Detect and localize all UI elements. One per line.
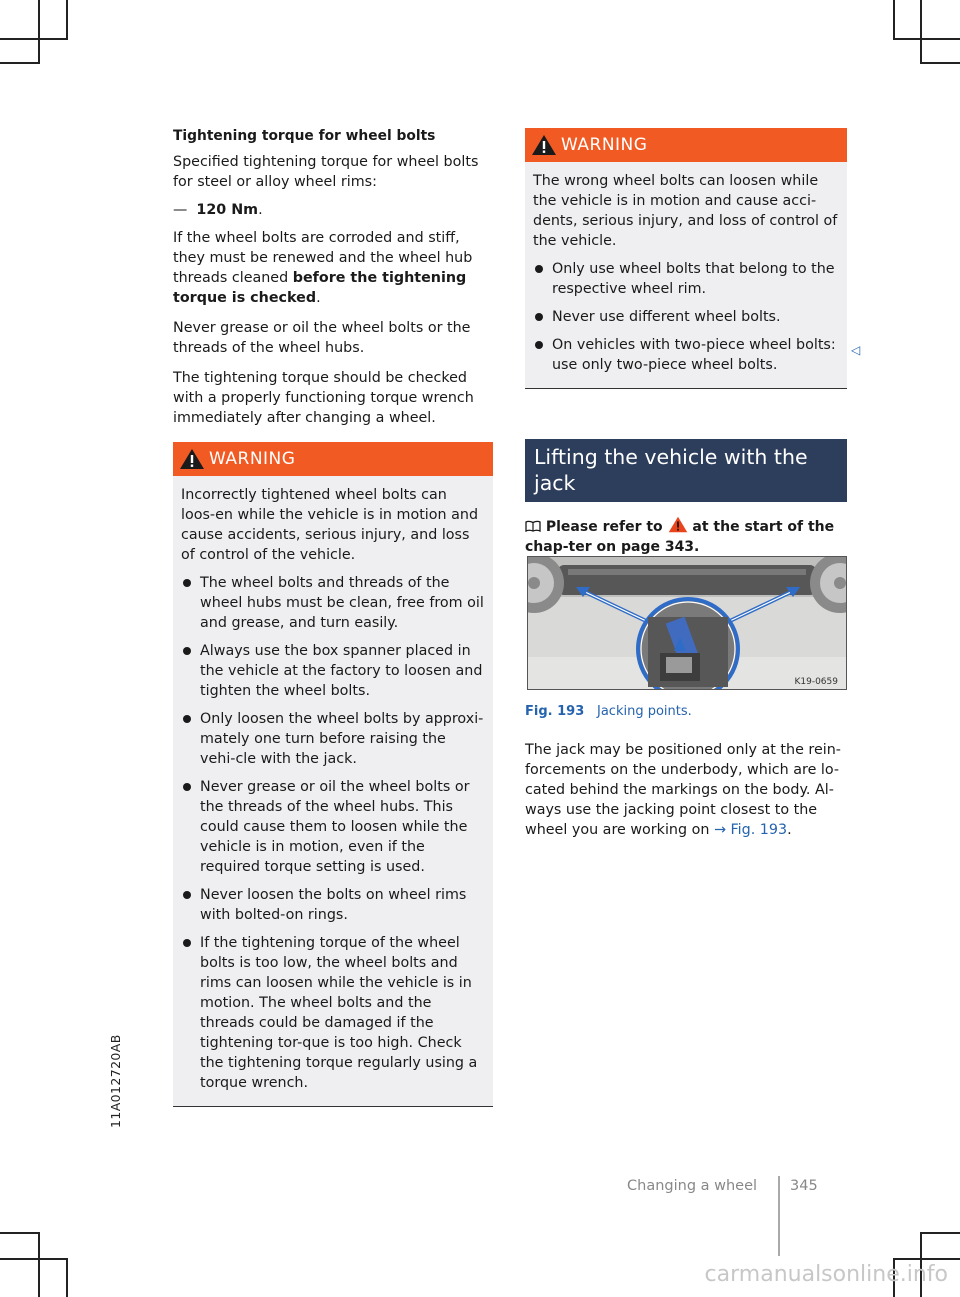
warning-bullet bbox=[181, 641, 485, 701]
corrosion-paragraph bbox=[173, 228, 493, 308]
reference-prefix: Please refer to bbox=[545, 519, 663, 535]
crop-mark bbox=[38, 1232, 40, 1297]
document-code: 11A012720AB bbox=[108, 1034, 123, 1128]
jack-end: . bbox=[787, 822, 792, 838]
crop-mark bbox=[66, 1258, 68, 1297]
figure-link[interactable]: Fig. 193 bbox=[730, 822, 788, 838]
figure-number: Fig. 193 bbox=[525, 704, 585, 719]
warning-title: WARNING bbox=[209, 449, 296, 469]
bullet-dot bbox=[183, 783, 191, 791]
torque-heading: Tightening torque for wheel bolts bbox=[173, 128, 436, 144]
chapter-reference bbox=[525, 516, 847, 557]
book-icon bbox=[525, 520, 541, 532]
right-column bbox=[525, 128, 847, 557]
warning-box-left bbox=[173, 442, 493, 1107]
bullet-text: Only use wheel bolts that belong to the respective wheel rim. bbox=[552, 261, 835, 297]
crop-mark bbox=[66, 0, 68, 40]
figure-code: K19-0659 bbox=[794, 677, 838, 687]
arrow-icon: → bbox=[713, 822, 726, 838]
figure-caption bbox=[525, 704, 692, 719]
jack-paragraph-block bbox=[525, 740, 847, 850]
warning-bullet bbox=[533, 259, 839, 299]
left-column bbox=[173, 126, 493, 1107]
bullet-text: Never use different wheel bolts. bbox=[552, 309, 781, 325]
corrosion-text: If the wheel bolts are corroded and stiff, they must be renewed and the wheel hub threads cleaned bbox=[173, 230, 473, 286]
bullet-text: Always use the box spanner placed in the vehicle at the factory to loosen and tighten the wheel bolts. bbox=[200, 643, 483, 699]
crop-mark bbox=[38, 0, 40, 62]
reference-suffix: at the start of the chap-ter on page 343. bbox=[525, 519, 835, 555]
warning-bullet bbox=[181, 885, 485, 925]
crop-mark bbox=[920, 0, 922, 62]
jack-text: The jack may be positioned only at the rein-forcements on the underbody, which are lo-cated behind the markings on the body. Al-ways use the jacking point closest to the wheel you are working on bbox=[525, 742, 841, 838]
warning-bullet bbox=[181, 573, 485, 633]
warning-intro: The wrong wheel bolts can loosen while the vehicle is in motion and cause acci-dents, serious injury, and loss of control of the vehicle. bbox=[533, 173, 838, 249]
bullet-dot bbox=[535, 265, 543, 273]
warning-triangle-icon bbox=[179, 448, 205, 470]
crop-mark bbox=[920, 62, 960, 64]
crop-mark bbox=[920, 1232, 960, 1234]
warning-intro: Incorrectly tightened wheel bolts can loos-en while the vehicle is in motion and cause accidents, serious injury, and loss of control of the vehicle. bbox=[181, 487, 479, 563]
corrosion-bold: before the tightening torque is checked bbox=[173, 270, 467, 306]
chapter-label: Changing a wheel bbox=[627, 1178, 758, 1194]
bullet-dot bbox=[535, 341, 543, 349]
torque-suffix: . bbox=[258, 202, 263, 218]
crop-mark bbox=[0, 38, 66, 40]
page-number: 345 bbox=[790, 1178, 818, 1194]
bullet-dot bbox=[183, 647, 191, 655]
warning-body bbox=[173, 476, 493, 1106]
warning-triangle-icon bbox=[531, 134, 557, 156]
bullet-dot bbox=[183, 939, 191, 947]
bullet-dot bbox=[183, 579, 191, 587]
bullet-dot bbox=[535, 313, 543, 321]
warning-bullet bbox=[533, 335, 839, 375]
warning-header bbox=[173, 442, 493, 476]
warning-bullet bbox=[181, 777, 485, 877]
bullet-dot bbox=[183, 891, 191, 899]
section-title: Lifting the vehicle with the jack bbox=[525, 439, 847, 502]
grease-paragraph: Never grease or oil the wheel bolts or the threads of the wheel hubs. bbox=[173, 320, 471, 356]
torque-spec-paragraph: Specified tightening torque for wheel bolts for steel or alloy wheel rims: bbox=[173, 154, 479, 190]
warning-bullet bbox=[533, 307, 839, 327]
crop-mark bbox=[893, 1258, 960, 1260]
jacking-points-figure bbox=[527, 556, 847, 690]
warning-header bbox=[525, 128, 847, 162]
bullet-text: If the tightening torque of the wheel bolts is too low, the wheel bolts and rims can loosen while the vehicle is in motion. The wheel bolts and the threads could be damaged if the tightening tor-que is too high. Check the tightening torque regularly using a torque wrench. bbox=[200, 935, 478, 1091]
footer-divider bbox=[778, 1176, 780, 1256]
dash: — bbox=[173, 202, 188, 218]
warning-bullet bbox=[181, 933, 485, 1093]
torque-check-paragraph: The tightening torque should be checked with a properly functioning torque wrench immediately after changing a wheel. bbox=[173, 370, 474, 426]
bullet-text: On vehicles with two-piece wheel bolts: use only two-piece wheel bolts. bbox=[552, 337, 836, 373]
corrosion-end: . bbox=[316, 290, 321, 306]
end-of-section-mark: ◁ bbox=[851, 343, 861, 357]
crop-mark bbox=[0, 1232, 40, 1234]
watermark: carmanualsonline.info bbox=[704, 1262, 948, 1287]
crop-mark bbox=[893, 0, 895, 40]
crop-mark bbox=[0, 1258, 66, 1260]
bullet-text: The wheel bolts and threads of the wheel hubs must be clean, free from oil and grease, and turn easily. bbox=[200, 575, 484, 631]
warning-triangle-icon bbox=[668, 516, 688, 533]
warning-title: WARNING bbox=[561, 135, 648, 155]
bullet-text: Never loosen the bolts on wheel rims with bolted-on rings. bbox=[200, 887, 467, 923]
jack-paragraph bbox=[525, 740, 847, 840]
torque-value: 120 Nm bbox=[196, 202, 259, 218]
crop-mark bbox=[0, 62, 40, 64]
warning-bullet bbox=[181, 709, 485, 769]
figure-caption-text: Jacking points. bbox=[597, 704, 692, 719]
warning-box-right bbox=[525, 128, 847, 389]
bullet-dot bbox=[183, 715, 191, 723]
crop-mark bbox=[893, 38, 960, 40]
torque-value-line bbox=[173, 202, 493, 218]
bullet-text: Only loosen the wheel bolts by approxi-mately one turn before raising the vehi-cle with the jack. bbox=[200, 711, 484, 767]
bullet-text: Never grease or oil the wheel bolts or the threads of the wheel hubs. This could cause them to loosen while the vehicle is in motion, even if the required torque setting is used. bbox=[200, 779, 470, 875]
jacking-points-illustration bbox=[528, 557, 846, 689]
warning-body bbox=[525, 162, 847, 388]
